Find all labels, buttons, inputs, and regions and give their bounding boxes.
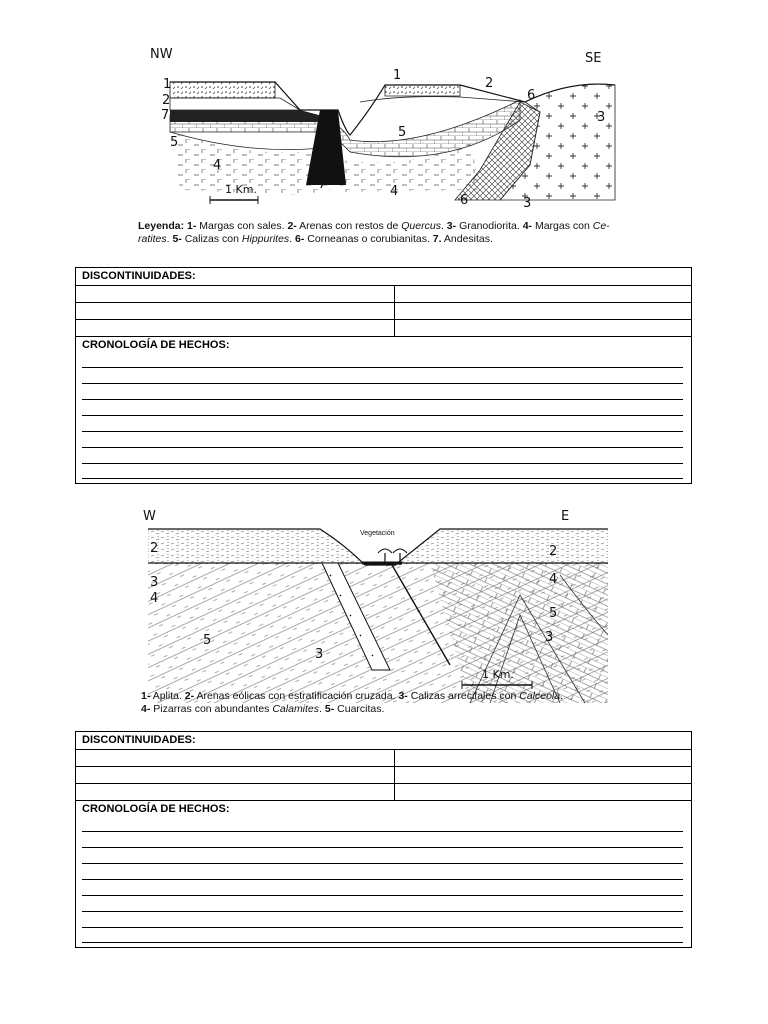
discontinuity-cell[interactable]	[395, 767, 691, 783]
unit-number-7b: 7	[318, 177, 327, 192]
unit-number-5: 5	[170, 135, 179, 150]
answer-line[interactable]	[82, 847, 683, 848]
unit-number-2b: 2	[485, 76, 494, 91]
answer-line[interactable]	[82, 895, 683, 896]
unit-number-5b: 5	[549, 606, 558, 621]
legend-item: 2- Arenas eólicas con estratificación cruzada.	[184, 690, 396, 702]
discontinuity-cell[interactable]	[395, 784, 691, 800]
unit-number-4: 4	[213, 158, 222, 173]
discontinuity-row	[76, 320, 691, 337]
scale-label: 1 Km.	[482, 668, 514, 681]
answer-line[interactable]	[82, 399, 683, 400]
legend-prefix: Leyenda:	[138, 220, 185, 232]
answer-line[interactable]	[82, 463, 683, 464]
cronologia-section	[76, 801, 691, 947]
unit-number-4: 4	[150, 591, 159, 606]
discontinuity-row	[76, 303, 691, 320]
cronologia-heading: CRONOLOGÍA DE HECHOS:	[82, 803, 230, 815]
unit-number-6: 6	[527, 88, 536, 103]
discontinuidades-heading: DISCONTINUIDADES:	[76, 268, 691, 286]
answer-line[interactable]	[82, 431, 683, 432]
discontinuity-row	[76, 286, 691, 303]
discontinuity-cell[interactable]	[395, 750, 691, 766]
answer-line[interactable]	[82, 927, 683, 928]
legend-1	[138, 220, 628, 246]
unit-number-3: 3	[150, 575, 159, 590]
discontinuity-cell[interactable]	[395, 303, 691, 319]
discontinuity-cell[interactable]	[76, 303, 395, 319]
discontinuidades-heading: DISCONTINUIDADES:	[76, 732, 691, 750]
legend-item: 4- Pizarras con abundantes Calamites.	[141, 703, 322, 715]
unit-number-2: 2	[150, 541, 159, 556]
direction-nw-label: NW	[150, 47, 173, 62]
unit-number-5b: 5	[398, 125, 407, 140]
unit-number-4b: 4	[549, 572, 558, 587]
discontinuity-cell[interactable]	[395, 320, 691, 336]
legend-item: 2- Arenas con restos de Quercus.	[287, 220, 444, 232]
unit-number-1b: 1	[393, 68, 402, 83]
cronologia-heading: CRONOLOGÍA DE HECHOS:	[82, 339, 230, 351]
unit-number-3b: 3	[523, 196, 532, 211]
answer-line[interactable]	[82, 447, 683, 448]
legend-item: 5- Cuarcitas.	[324, 703, 385, 715]
legend-item: 1- Aplita.	[141, 690, 182, 702]
discontinuity-cell[interactable]	[76, 320, 395, 336]
geologic-cross-section-2	[0, 505, 768, 720]
discontinuity-cell[interactable]	[76, 767, 395, 783]
answer-line[interactable]	[82, 367, 683, 368]
legend-item: 3- Granodiorita.	[446, 220, 520, 232]
direction-w-label: W	[143, 509, 156, 524]
direction-e-label: E	[561, 509, 570, 524]
unit-number-3: 3	[597, 110, 606, 125]
discontinuity-cell[interactable]	[76, 286, 395, 302]
discontinuity-cell[interactable]	[76, 750, 395, 766]
vegetation-label: Vegetación	[360, 530, 395, 537]
cronologia-section	[76, 337, 691, 483]
legend-item: 1- Margas con sales.	[187, 220, 285, 232]
unit-number-2b: 2	[549, 544, 558, 559]
answer-line[interactable]	[82, 911, 683, 912]
discontinuity-row	[76, 767, 691, 784]
geologic-cross-section-1	[0, 40, 768, 260]
answer-line[interactable]	[82, 831, 683, 832]
legend-item: 5- Calizas con Hippurites.	[172, 233, 293, 245]
discontinuity-cell[interactable]	[76, 784, 395, 800]
discontinuity-cell[interactable]	[395, 286, 691, 302]
answer-line[interactable]	[82, 478, 683, 479]
worksheet-1	[75, 267, 692, 484]
worksheet-2	[75, 731, 692, 948]
unit-number-4b: 4	[390, 184, 399, 199]
discontinuity-row	[76, 784, 691, 801]
answer-line[interactable]	[82, 879, 683, 880]
unit-number-3c: 3	[315, 647, 324, 662]
answer-line[interactable]	[82, 863, 683, 864]
direction-se-label: SE	[585, 51, 602, 66]
scale-label: 1 Km.	[225, 183, 257, 196]
answer-line[interactable]	[82, 942, 683, 943]
legend-item: 4- Margas con Ce-ratites.	[138, 220, 610, 245]
unit-number-3b: 3	[545, 630, 554, 645]
legend-item: 6- Corneanas o corubianitas.	[295, 233, 430, 245]
answer-line[interactable]	[82, 415, 683, 416]
unit-number-7: 7	[161, 108, 170, 123]
discontinuity-row	[76, 750, 691, 767]
answer-line[interactable]	[82, 383, 683, 384]
unit-number-5: 5	[203, 633, 212, 648]
unit-number-2: 2	[162, 93, 171, 108]
unit-number-6b: 6	[460, 193, 469, 208]
legend-item: 7. Andesitas.	[432, 233, 493, 245]
unit-number-1: 1	[163, 77, 172, 92]
legend-item: 3- Calizas arrecifales con Calceola.	[398, 690, 564, 702]
cross-section-2-drawing	[0, 505, 768, 720]
legend-2	[141, 690, 641, 716]
